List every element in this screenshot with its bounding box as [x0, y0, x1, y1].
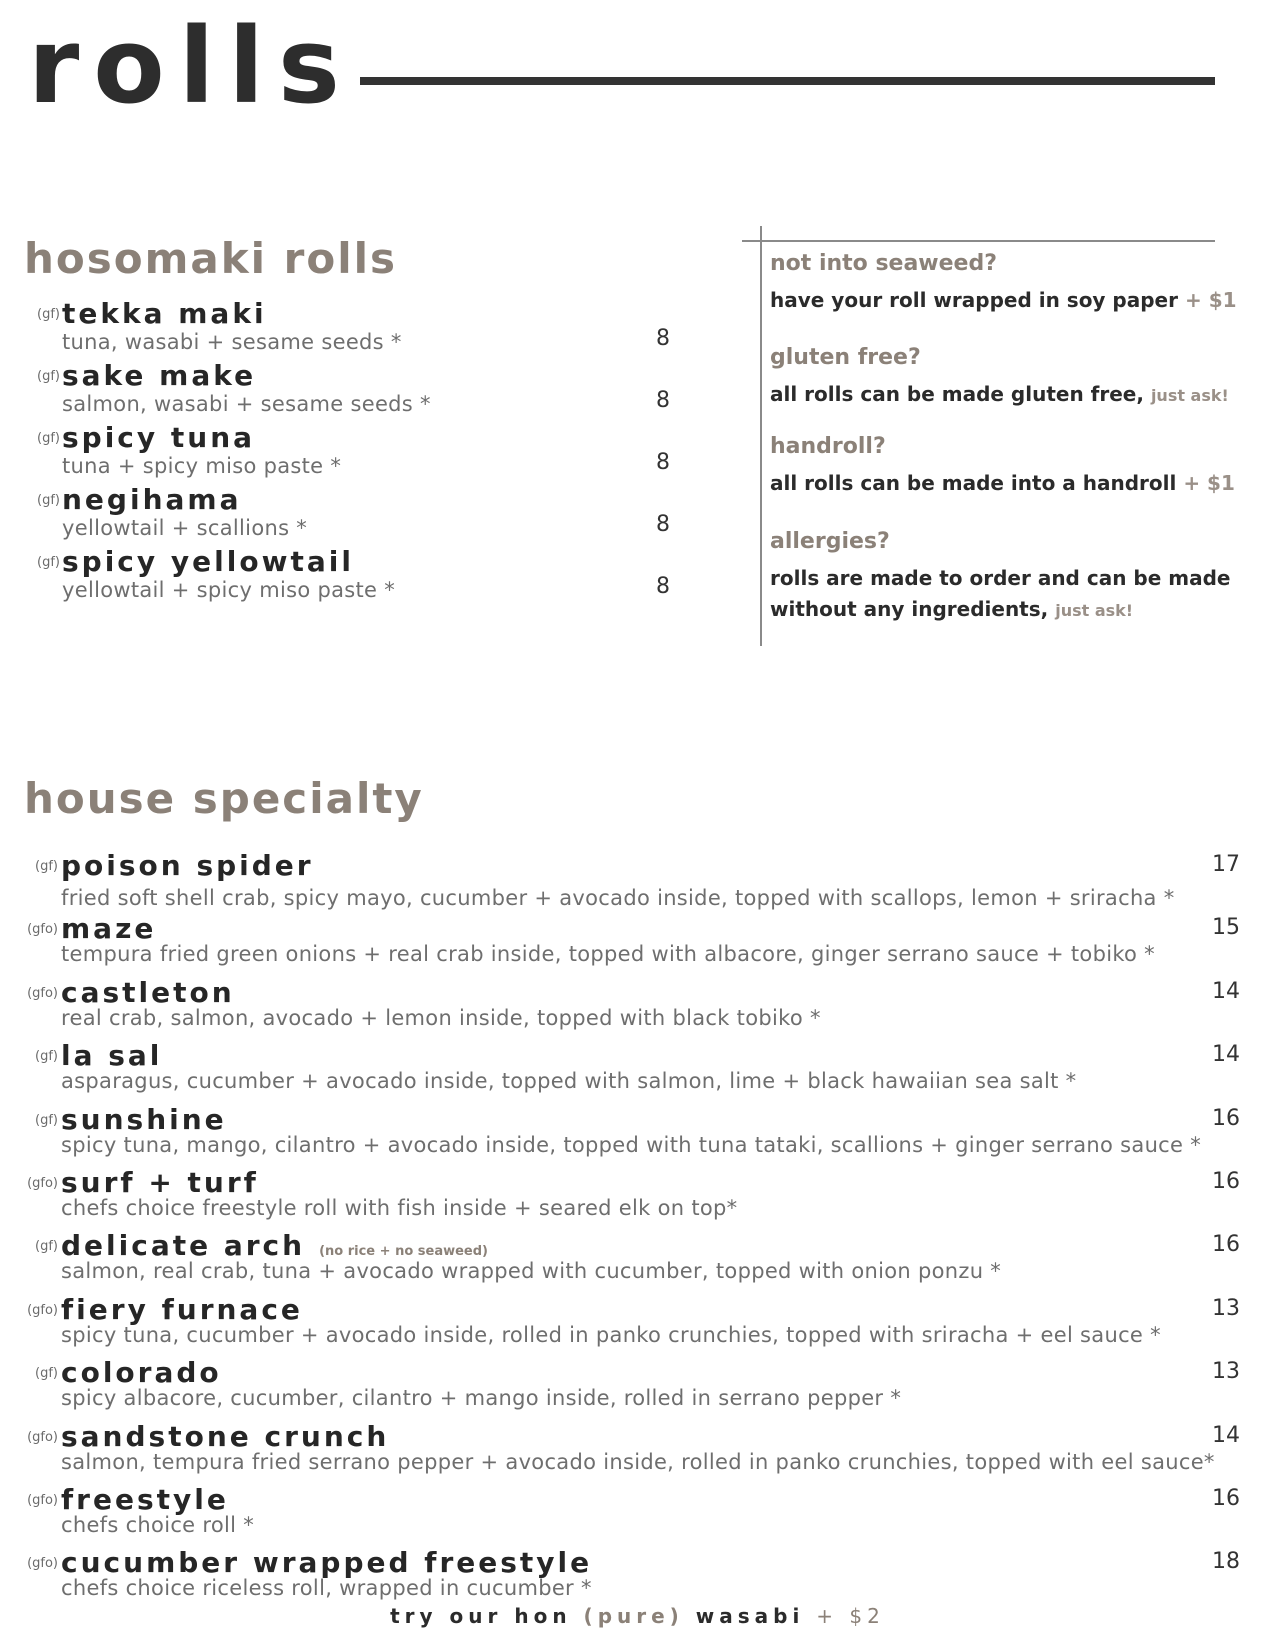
info-gluten	[770, 347, 1229, 411]
item-tag: (gfo)	[27, 1556, 58, 1571]
item-description: tuna + spicy miso paste *	[62, 454, 342, 478]
item-price: 17	[1212, 852, 1240, 877]
item-name-text: fiery furnace	[61, 1293, 303, 1326]
title-rule	[360, 77, 1215, 85]
item-name	[61, 1229, 488, 1262]
item-tag: (gf)	[37, 431, 60, 446]
item-description: salmon, real crab, tuna + avocado wrapped with cucumber, topped with onion ponzu *	[61, 1259, 1002, 1283]
footer-wasabi	[0, 1604, 1275, 1628]
item-tag: (gf)	[35, 1366, 58, 1381]
item-description: yellowtail + spicy miso paste *	[62, 578, 396, 602]
item-name	[61, 1546, 593, 1579]
item-tag: (gf)	[35, 1113, 58, 1128]
info-answer-text: all rolls can be made gluten free,	[770, 382, 1144, 406]
footer-paren: (pure)	[583, 1604, 684, 1628]
item-price: 8	[656, 388, 670, 413]
item-name-text: sandstone crunch	[61, 1420, 390, 1453]
item-name	[61, 1420, 390, 1453]
info-question: handroll?	[770, 434, 886, 459]
item-price: 16	[1212, 1232, 1240, 1257]
item-price: 16	[1212, 1106, 1240, 1131]
item-name	[61, 1039, 163, 1072]
item-price: 14	[1212, 1423, 1240, 1448]
item-tag: (gf)	[35, 1049, 58, 1064]
info-ask: just ask!	[1150, 386, 1229, 405]
item-name-text: freestyle	[61, 1483, 229, 1516]
info-answer-text: without any ingredients,	[770, 597, 1049, 621]
info-answer	[770, 468, 1235, 499]
item-tag: (gfo)	[27, 1430, 58, 1445]
item-name-text: la sal	[61, 1039, 163, 1072]
item-tag: (gf)	[37, 555, 60, 570]
item-description: spicy albacore, cucumber, cilantro + mango inside, rolled in serrano pepper *	[61, 1386, 902, 1410]
info-answer	[770, 563, 1230, 626]
item-tag: (gf)	[37, 369, 60, 384]
item-name-text: maze	[61, 912, 157, 945]
item-description: real crab, salmon, avocado + lemon inside, topped with black tobiko *	[61, 1006, 821, 1030]
item-name-text: castleton	[61, 976, 235, 1009]
item-description: chefs choice freestyle roll with fish inside + seared elk on top*	[61, 1196, 738, 1220]
item-name	[61, 1103, 227, 1136]
item-price: 14	[1212, 1042, 1240, 1067]
item-name	[61, 1483, 229, 1516]
item-tag: (gf)	[37, 307, 60, 322]
item-description: tuna, wasabi + sesame seeds *	[62, 330, 402, 354]
item-tag: (gf)	[37, 493, 60, 508]
item-tag: (gf)	[35, 1239, 58, 1254]
item-name-text: colorado	[61, 1356, 222, 1389]
info-answer	[770, 379, 1229, 411]
footer-price: + $2	[816, 1604, 885, 1628]
item-name: tekka maki	[62, 297, 267, 330]
info-answer-text: have your roll wrapped in soy paper	[770, 288, 1178, 312]
item-name-text: sunshine	[61, 1103, 227, 1136]
item-description: tempura fried green onions + real crab inside, topped with albacore, ginger serrano sauce + tobiko *	[61, 942, 1155, 966]
item-description: yellowtail + scallions *	[62, 516, 308, 540]
specialty-heading: house specialty	[24, 774, 424, 823]
item-price: 14	[1212, 979, 1240, 1004]
item-price: 8	[656, 450, 670, 475]
info-answer-line	[770, 594, 1230, 626]
hosomaki-heading: hosomaki rolls	[24, 234, 398, 283]
item-price: 8	[656, 574, 670, 599]
item-name: negihama	[62, 483, 242, 516]
item-name	[61, 849, 314, 882]
info-price: + $1	[1184, 288, 1237, 312]
item-tag: (gfo)	[27, 1493, 58, 1508]
item-description: fried soft shell crab, spicy mayo, cucumber + avocado inside, topped with scallops, lemon + sriracha *	[61, 886, 1175, 910]
item-name	[61, 912, 157, 945]
info-answer-text: all rolls can be made into a handroll	[770, 471, 1177, 495]
item-tag: (gfo)	[27, 1303, 58, 1318]
item-name-text: cucumber wrapped freestyle	[61, 1546, 593, 1579]
item-description: salmon, tempura fried serrano pepper + avocado inside, rolled in panko crunchies, topped with eel sauce*	[61, 1450, 1215, 1474]
item-description: salmon, wasabi + sesame seeds *	[62, 392, 431, 416]
info-allergies	[770, 531, 1230, 626]
item-description: chefs choice roll *	[61, 1513, 255, 1537]
item-price: 8	[656, 512, 670, 537]
item-name: spicy yellowtail	[62, 545, 354, 578]
item-price: 16	[1212, 1486, 1240, 1511]
info-ask: just ask!	[1055, 601, 1134, 620]
item-description: spicy tuna, mango, cilantro + avocado inside, topped with tuna tataki, scallions + ginger serrano sauce *	[61, 1133, 1202, 1157]
footer-tail: wasabi	[695, 1604, 805, 1628]
item-price: 13	[1212, 1296, 1240, 1321]
item-price: 8	[656, 326, 670, 351]
item-description: asparagus, cucumber + avocado inside, topped with salmon, lime + black hawaiian sea salt *	[61, 1069, 1077, 1093]
info-seaweed	[770, 253, 1237, 316]
info-horizontal-rule	[742, 240, 1215, 242]
item-tag: (gfo)	[27, 986, 58, 1001]
item-name-text: surf + turf	[61, 1166, 259, 1199]
item-price: 15	[1212, 915, 1240, 940]
info-answer-line: rolls are made to order and can be made	[770, 566, 1231, 590]
item-name	[61, 1293, 303, 1326]
item-name-text: poison spider	[61, 849, 314, 882]
item-name	[61, 1166, 259, 1199]
item-tag: (gf)	[35, 859, 58, 874]
item-name	[61, 1356, 222, 1389]
info-question: allergies?	[770, 529, 890, 554]
item-name: sake make	[62, 359, 257, 392]
footer-lead: try our hon	[390, 1604, 572, 1628]
item-price: 13	[1212, 1359, 1240, 1384]
item-price: 18	[1212, 1549, 1240, 1574]
info-price: + $1	[1183, 471, 1235, 495]
info-vertical-rule	[760, 226, 762, 646]
page-title: rolls	[28, 5, 354, 127]
item-name	[61, 976, 235, 1009]
item-description: spicy tuna, cucumber + avocado inside, rolled in panko crunchies, topped with sriracha + eel sauce *	[61, 1323, 1161, 1347]
item-name-text: delicate arch	[61, 1229, 306, 1262]
item-description: chefs choice riceless roll, wrapped in cucumber *	[61, 1576, 592, 1600]
info-question: not into seaweed?	[770, 251, 997, 276]
item-price: 16	[1212, 1169, 1240, 1194]
item-tag: (gfo)	[27, 1176, 58, 1191]
item-note: (no rice + no seaweed)	[319, 1244, 488, 1259]
info-question: gluten free?	[770, 345, 921, 370]
item-tag: (gfo)	[27, 922, 58, 937]
item-name: spicy tuna	[62, 421, 256, 454]
info-answer	[770, 285, 1237, 316]
info-handroll	[770, 436, 1235, 499]
